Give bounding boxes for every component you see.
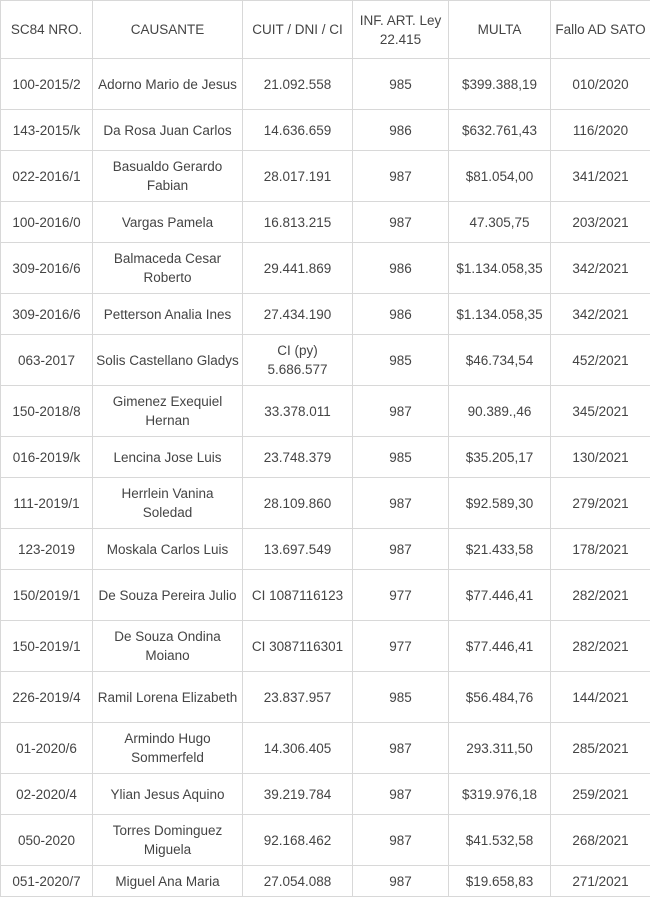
cell-multa: $1.134.058,35 xyxy=(449,243,551,294)
cell-nro: 016-2019/k xyxy=(1,437,93,478)
cell-multa: $77.446,41 xyxy=(449,621,551,672)
cell-fallo: 116/2020 xyxy=(551,110,650,151)
cell-multa: $46.734,54 xyxy=(449,335,551,386)
table-row xyxy=(1,866,650,897)
table-row xyxy=(1,59,650,110)
table-row xyxy=(1,110,650,151)
cell-fallo: 341/2021 xyxy=(551,151,650,202)
cell-nro: 150-2019/1 xyxy=(1,621,93,672)
table-row xyxy=(1,386,650,437)
cell-fallo: 452/2021 xyxy=(551,335,650,386)
cell-inf: 986 xyxy=(353,294,449,335)
header-fallo: Fallo AD SATO xyxy=(551,1,650,59)
cell-causante: Miguel Ana Maria xyxy=(93,866,243,897)
cell-fallo: 259/2021 xyxy=(551,774,650,815)
cell-multa: $41.532,58 xyxy=(449,815,551,866)
cell-nro: 123-2019 xyxy=(1,529,93,570)
cell-inf: 986 xyxy=(353,110,449,151)
header-sc84-nro: SC84 NRO. xyxy=(1,1,93,59)
header-causante: CAUSANTE xyxy=(93,1,243,59)
cell-multa: 47.305,75 xyxy=(449,202,551,243)
cell-inf: 977 xyxy=(353,621,449,672)
table-row xyxy=(1,815,650,866)
cell-nro: 050-2020 xyxy=(1,815,93,866)
cell-multa: $56.484,76 xyxy=(449,672,551,723)
cell-inf: 987 xyxy=(353,202,449,243)
cell-fallo: 282/2021 xyxy=(551,621,650,672)
table-row xyxy=(1,294,650,335)
cell-nro: 309-2016/6 xyxy=(1,243,93,294)
header-cuit-dni-ci: CUIT / DNI / CI xyxy=(243,1,353,59)
cell-causante: Lencina Jose Luis xyxy=(93,437,243,478)
cell-fallo: 268/2021 xyxy=(551,815,650,866)
cell-causante: Herrlein Vanina Soledad xyxy=(93,478,243,529)
cell-nro: 150-2018/8 xyxy=(1,386,93,437)
cell-inf: 985 xyxy=(353,59,449,110)
table-row xyxy=(1,151,650,202)
cell-multa: 293.311,50 xyxy=(449,723,551,774)
table-row xyxy=(1,723,650,774)
cell-causante: Ramil Lorena Elizabeth xyxy=(93,672,243,723)
cell-fallo: 130/2021 xyxy=(551,437,650,478)
cell-fallo: 342/2021 xyxy=(551,294,650,335)
cell-causante: Torres Dominguez Miguela xyxy=(93,815,243,866)
cell-doc: 13.697.549 xyxy=(243,529,353,570)
cell-inf: 987 xyxy=(353,723,449,774)
cell-nro: 309-2016/6 xyxy=(1,294,93,335)
cell-causante: Gimenez Exequiel Hernan xyxy=(93,386,243,437)
cell-inf: 987 xyxy=(353,386,449,437)
cell-doc: 23.748.379 xyxy=(243,437,353,478)
cell-inf: 987 xyxy=(353,815,449,866)
header-inf-art: INF. ART. Ley 22.415 xyxy=(353,1,449,59)
cell-doc: 28.017.191 xyxy=(243,151,353,202)
table-row xyxy=(1,774,650,815)
table-row xyxy=(1,478,650,529)
cell-multa: $319.976,18 xyxy=(449,774,551,815)
cell-doc: 14.306.405 xyxy=(243,723,353,774)
cell-doc: 27.434.190 xyxy=(243,294,353,335)
cell-nro: 150/2019/1 xyxy=(1,570,93,621)
cell-doc: 33.378.011 xyxy=(243,386,353,437)
cell-nro: 01-2020/6 xyxy=(1,723,93,774)
cell-fallo: 282/2021 xyxy=(551,570,650,621)
cell-inf: 987 xyxy=(353,478,449,529)
cell-doc: 29.441.869 xyxy=(243,243,353,294)
cell-nro: 226-2019/4 xyxy=(1,672,93,723)
cell-fallo: 203/2021 xyxy=(551,202,650,243)
cell-inf: 987 xyxy=(353,866,449,897)
table-row xyxy=(1,243,650,294)
cell-inf: 985 xyxy=(353,335,449,386)
cell-multa: 90.389.,46 xyxy=(449,386,551,437)
table-row xyxy=(1,335,650,386)
table-row xyxy=(1,621,650,672)
cell-nro: 063-2017 xyxy=(1,335,93,386)
cell-causante: Solis Castellano Gladys xyxy=(93,335,243,386)
cell-inf: 985 xyxy=(353,672,449,723)
cell-causante: Petterson Analia Ines xyxy=(93,294,243,335)
cell-fallo: 285/2021 xyxy=(551,723,650,774)
cell-nro: 100-2015/2 xyxy=(1,59,93,110)
cell-fallo: 271/2021 xyxy=(551,866,650,897)
table-row xyxy=(1,570,650,621)
cell-doc: 28.109.860 xyxy=(243,478,353,529)
cell-nro: 051-2020/7 xyxy=(1,866,93,897)
cell-inf: 987 xyxy=(353,529,449,570)
cell-multa: $81.054,00 xyxy=(449,151,551,202)
cell-doc: 39.219.784 xyxy=(243,774,353,815)
cell-inf: 985 xyxy=(353,437,449,478)
cell-multa: $1.134.058,35 xyxy=(449,294,551,335)
table-row xyxy=(1,202,650,243)
cell-multa: $77.446,41 xyxy=(449,570,551,621)
table-row xyxy=(1,529,650,570)
cell-doc: CI 1087116123 xyxy=(243,570,353,621)
cell-multa: $21.433,58 xyxy=(449,529,551,570)
header-row xyxy=(1,1,650,59)
cell-doc: CI 3087116301 xyxy=(243,621,353,672)
cell-nro: 111-2019/1 xyxy=(1,478,93,529)
cell-causante: Basualdo Gerardo Fabian xyxy=(93,151,243,202)
cell-doc: 16.813.215 xyxy=(243,202,353,243)
cell-fallo: 342/2021 xyxy=(551,243,650,294)
cell-multa: $632.761,43 xyxy=(449,110,551,151)
cell-fallo: 144/2021 xyxy=(551,672,650,723)
table-row xyxy=(1,672,650,723)
cell-causante: Ylian Jesus Aquino xyxy=(93,774,243,815)
cell-nro: 022-2016/1 xyxy=(1,151,93,202)
cell-multa: $19.658,83 xyxy=(449,866,551,897)
cell-causante: Vargas Pamela xyxy=(93,202,243,243)
cell-inf: 987 xyxy=(353,151,449,202)
cell-fallo: 010/2020 xyxy=(551,59,650,110)
cell-causante: De Souza Ondina Moiano xyxy=(93,621,243,672)
cell-doc: 14.636.659 xyxy=(243,110,353,151)
cell-doc: CI (py) 5.686.577 xyxy=(243,335,353,386)
cell-fallo: 345/2021 xyxy=(551,386,650,437)
cell-causante: De Souza Pereira Julio xyxy=(93,570,243,621)
cell-multa: $92.589,30 xyxy=(449,478,551,529)
cell-nro: 100-2016/0 xyxy=(1,202,93,243)
cell-inf: 986 xyxy=(353,243,449,294)
table-row xyxy=(1,437,650,478)
header-multa: MULTA xyxy=(449,1,551,59)
cell-nro: 143-2015/k xyxy=(1,110,93,151)
cell-causante: Armindo Hugo Sommerfeld xyxy=(93,723,243,774)
cell-doc: 21.092.558 xyxy=(243,59,353,110)
cell-doc: 27.054.088 xyxy=(243,866,353,897)
cell-fallo: 279/2021 xyxy=(551,478,650,529)
cell-doc: 23.837.957 xyxy=(243,672,353,723)
cell-inf: 977 xyxy=(353,570,449,621)
cell-fallo: 178/2021 xyxy=(551,529,650,570)
cell-causante: Adorno Mario de Jesus xyxy=(93,59,243,110)
cell-causante: Moskala Carlos Luis xyxy=(93,529,243,570)
cell-multa: $399.388,19 xyxy=(449,59,551,110)
cell-doc: 92.168.462 xyxy=(243,815,353,866)
cell-multa: $35.205,17 xyxy=(449,437,551,478)
cell-nro: 02-2020/4 xyxy=(1,774,93,815)
cell-causante: Da Rosa Juan Carlos xyxy=(93,110,243,151)
cell-causante: Balmaceda Cesar Roberto xyxy=(93,243,243,294)
cell-inf: 987 xyxy=(353,774,449,815)
